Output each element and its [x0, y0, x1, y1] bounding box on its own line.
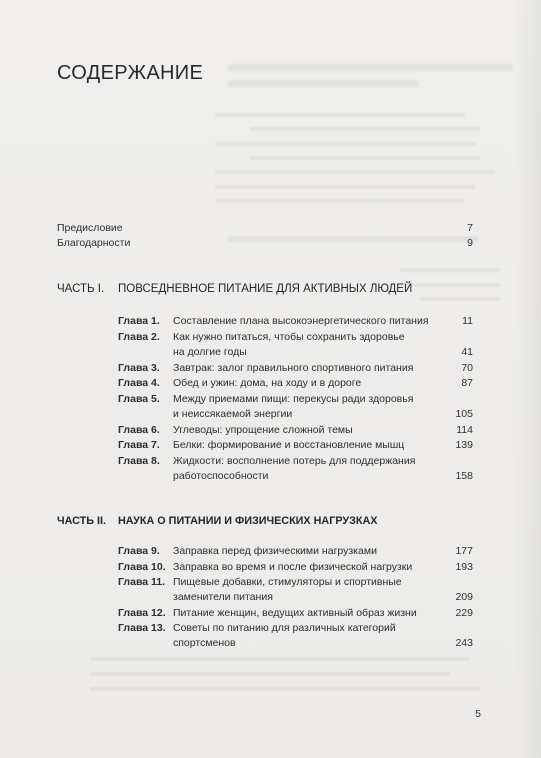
part-heading-1 — [0, 281, 541, 297]
bleed-through-mark — [250, 127, 480, 131]
chapter-title-continuation: работоспособности — [173, 470, 269, 482]
toc-entry-acknowledgements — [0, 236, 541, 250]
chapter-label: Глава 8. — [118, 455, 160, 467]
toc-chapter-row — [0, 621, 541, 635]
chapter-page-number: 243 — [455, 637, 473, 649]
chapter-title: Обед и ужин: дома, на ходу и в дороге — [173, 377, 362, 389]
toc-chapter-row-continuation — [0, 469, 541, 483]
bleed-through-mark — [215, 113, 465, 117]
chapter-label: Глава 11. — [118, 576, 166, 588]
toc-entry-preface — [0, 221, 541, 235]
toc-chapter-row — [0, 438, 541, 452]
toc-chapter-row — [0, 560, 541, 574]
page-number: 5 — [475, 708, 481, 720]
chapter-title-continuation: и неиссякаемой энергии — [173, 408, 293, 420]
toc-chapter-row-continuation — [0, 636, 541, 650]
chapter-page-number: 70 — [461, 362, 473, 374]
chapter-title: Советы по питанию для различных категорий — [173, 622, 396, 634]
part-title: НАУКА О ПИТАНИИ И ФИЗИЧЕСКИХ НАГРУЗКАХ — [118, 515, 378, 527]
toc-chapter-row — [0, 376, 541, 390]
bleed-through-mark — [90, 657, 470, 661]
chapter-label: Глава 5. — [118, 393, 160, 405]
part-label: ЧАСТЬ I. — [57, 283, 105, 295]
part-title: ПОВСЕДНЕВНОЕ ПИТАНИЕ ДЛЯ АКТИВНЫХ ЛЮДЕЙ — [118, 283, 413, 295]
chapter-title: Заправка во время и после физической нагрузки — [173, 561, 413, 573]
chapter-title: Завтрак: залог правильного спортивного питания — [173, 362, 414, 374]
bleed-through-mark — [400, 268, 500, 272]
chapter-title: Составление плана высокоэнергетического питания — [173, 315, 429, 327]
toc-heading: СОДЕРЖАНИЕ — [57, 62, 204, 84]
chapter-title-continuation: на долгие годы — [173, 346, 247, 358]
chapter-label: Глава 9. — [118, 545, 160, 557]
toc-chapter-row — [0, 330, 541, 344]
bleed-through-mark — [420, 297, 500, 301]
chapter-page-number: 209 — [455, 591, 473, 603]
bleed-through-mark — [215, 142, 475, 146]
chapter-page-number: 87 — [461, 377, 473, 389]
chapter-page-number: 41 — [461, 346, 473, 358]
chapter-title: Как нужно питаться, чтобы сохранить здоровье — [173, 331, 405, 343]
toc-chapter-row — [0, 392, 541, 406]
bleed-through-mark — [90, 687, 480, 691]
chapter-label: Глава 6. — [118, 424, 160, 436]
chapter-title-continuation: заменители питания — [173, 591, 273, 603]
chapter-page-number: 114 — [456, 424, 473, 436]
chapter-label: Глава 7. — [118, 439, 160, 451]
chapter-label: Глава 3. — [118, 362, 160, 374]
chapter-page-number: 229 — [455, 607, 473, 619]
chapter-label: Глава 2. — [118, 331, 160, 343]
chapter-page-number: 139 — [455, 439, 473, 451]
entry-title: Предисловие — [57, 222, 123, 234]
chapter-title: Углеводы: упрощение сложной темы — [173, 424, 353, 436]
bleed-through-mark — [215, 185, 475, 189]
chapter-title: Жидкости: восполнение потерь для поддержания — [173, 455, 416, 467]
part-label: ЧАСТЬ II. — [57, 515, 106, 527]
toc-chapter-row — [0, 544, 541, 558]
chapter-title: Пищевые добавки, стимуляторы и спортивные — [173, 576, 402, 588]
toc-chapter-row-continuation — [0, 407, 541, 421]
chapter-page-number: 158 — [455, 470, 473, 482]
bleed-through-mark — [90, 672, 450, 676]
bleed-through-mark — [228, 64, 513, 71]
toc-chapter-row — [0, 454, 541, 468]
chapter-page-number: 177 — [455, 545, 473, 557]
entry-page-number: 9 — [467, 237, 473, 249]
toc-chapter-row-continuation — [0, 590, 541, 604]
chapter-page-number: 11 — [462, 315, 473, 327]
entry-title: Благодарности — [57, 237, 131, 249]
bleed-through-mark — [228, 80, 418, 87]
toc-chapter-row — [0, 314, 541, 328]
bleed-through-mark — [215, 170, 495, 174]
bleed-through-mark — [215, 199, 465, 203]
toc-chapter-row-continuation — [0, 345, 541, 359]
chapter-title: Питание женщин, ведущих активный образ жизни — [173, 607, 417, 619]
toc-chapter-row — [0, 606, 541, 620]
chapter-label: Глава 4. — [118, 377, 160, 389]
chapter-label: Глава 10. — [118, 561, 166, 573]
chapter-title: Между приемами пищи: перекусы ради здоровья — [173, 393, 414, 405]
part-heading-2 — [0, 513, 541, 529]
chapter-label: Глава 1. — [118, 315, 160, 327]
toc-chapter-row — [0, 575, 541, 589]
chapter-label: Глава 12. — [118, 607, 166, 619]
bleed-through-mark — [250, 156, 480, 160]
chapter-title-continuation: спортсменов — [173, 637, 236, 649]
chapter-title: Белки: формирование и восстановление мышц — [173, 439, 405, 451]
chapter-page-number: 193 — [455, 561, 473, 573]
chapter-title: Заправка перед физическими нагрузками — [173, 545, 377, 557]
chapter-page-number: 105 — [455, 408, 473, 420]
chapter-label: Глава 13. — [118, 622, 166, 634]
entry-page-number: 7 — [467, 222, 473, 234]
toc-chapter-row — [0, 361, 541, 375]
toc-chapter-row — [0, 423, 541, 437]
